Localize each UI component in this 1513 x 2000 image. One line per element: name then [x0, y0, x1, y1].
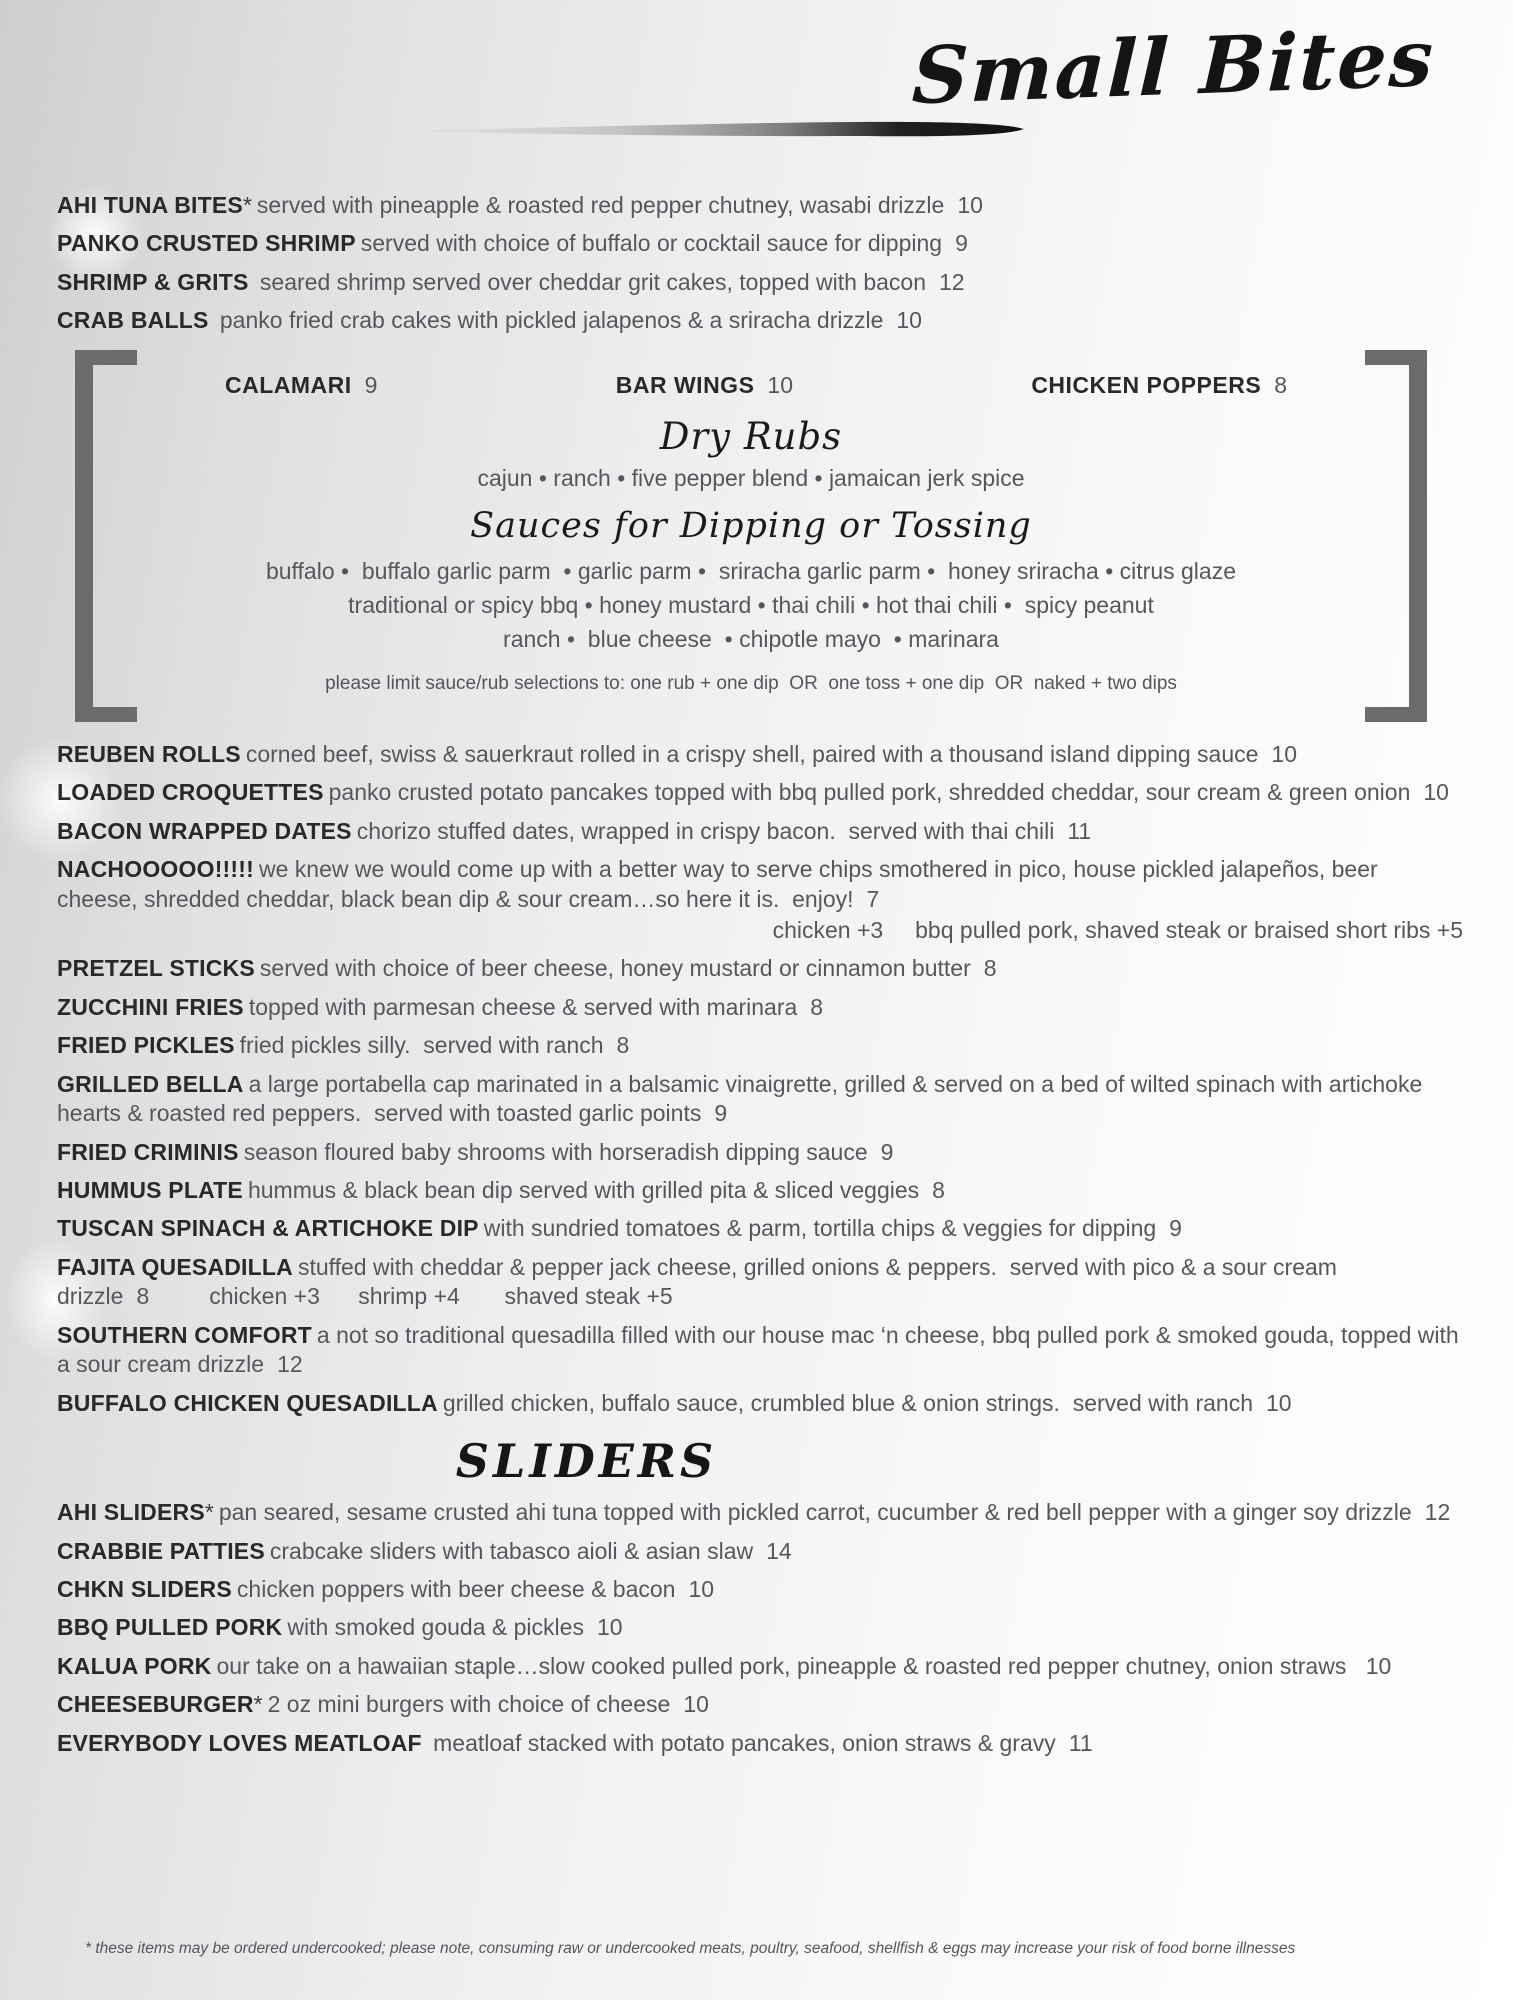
menu-item-bar-wings: BAR WINGS 10	[615, 371, 794, 398]
menu-item-crabbie-patties: CRABBIE PATTIES crabcake sliders with tabasco aioli & asian slaw 14	[57, 1537, 792, 1564]
menu-item-ahi-sliders: AHI SLIDERS* pan seared, sesame crusted ahi tuna topped with pickled carrot, cucumber & red bell pepper with a ginger soy drizzle 12	[57, 1499, 1451, 1526]
sliders-section	[0, 1498, 1513, 1758]
price: 12	[939, 268, 965, 295]
menu-header	[0, 0, 1513, 182]
price: 10	[1365, 1652, 1392, 1679]
price: 10	[596, 1614, 623, 1641]
price: 8	[1274, 371, 1287, 398]
price: 9	[880, 1138, 894, 1165]
menu-item-fried-criminis: FRIED CRIMINIS season floured baby shrooms with horseradish dipping sauce 9	[57, 1138, 894, 1165]
price: 10	[1423, 779, 1449, 806]
menu-item-kalua-pork: KALUA PORK our take on a hawaiian staple…slow cooked pulled pork, pineapple & roasted red pepper chutney, onion straws 10	[57, 1652, 1392, 1679]
menu-item-chicken-poppers: CHICKEN POPPERS 8	[1031, 371, 1287, 398]
menu-item-buffalo-chicken-quesadilla: BUFFALO CHICKEN QUESADILLA grilled chicken, buffalo sauce, crumbled blue & onion strings. served with ranch 10	[57, 1389, 1292, 1416]
menu-item-southern-comfort: SOUTHERN COMFORT a not so traditional quesadilla filled with our house mac ‘n cheese, bbq pulled pork & smoked gouda, topped with a sour cream drizzle 12	[57, 1321, 1466, 1378]
menu-item-calamari: CALAMARI 9	[225, 371, 378, 398]
wings-columns	[165, 364, 1337, 399]
menu-item-everybody-loves-meatloaf: EVERYBODY LOVES MEATLOAF meatloaf stacked with potato pancakes, onion straws & gravy 11	[57, 1729, 1093, 1756]
right-bracket-decoration	[1365, 350, 1427, 722]
sauces-line-3: ranch • blue cheese • chipotle mayo • marinara	[503, 625, 999, 652]
menu-item-fried-pickles: FRIED PICKLES fried pickles silly. served with ranch 8	[57, 1032, 630, 1059]
menu-item-tuscan-spinach-artichoke-dip: TUSCAN SPINACH & ARTICHOKE DIP with sundried tomatoes & parm, tortilla chips & veggies for dipping 9	[57, 1215, 1182, 1242]
menu-item-cheeseburger: CHEESEBURGER* 2 oz mini burgers with choice of cheese 10	[57, 1691, 709, 1718]
price: 10	[688, 1575, 715, 1602]
price: 7	[866, 885, 880, 912]
wings-bracket-section	[75, 350, 1427, 722]
nachos-addons: chicken +3 bbq pulled pork, shaved steak or braised short ribs +5	[772, 916, 1463, 943]
main-items-section	[0, 740, 1513, 1418]
price: 11	[1067, 817, 1092, 844]
price: 10	[683, 1691, 709, 1718]
menu-item-crab-balls: CRAB BALLS panko fried crab cakes with pickled jalapenos & a sriracha drizzle 10	[57, 307, 922, 334]
price: 9	[955, 230, 968, 257]
menu-item-grilled-bella: GRILLED BELLA a large portabella cap marinated in a balsamic vinaigrette, grilled & served on a bed of wilted spinach with artichoke hearts & roasted red peppers. served with toasted garlic points 9	[57, 1070, 1429, 1127]
sliders-heading: SLIDERS	[455, 1434, 718, 1489]
menu-item-reuben-rolls: REUBEN ROLLS corned beef, swiss & sauerkraut rolled in a crispy shell, paired with a thousand island dipping sauce 10	[57, 740, 1298, 767]
menu-item-fajita-quesadilla: FAJITA QUESADILLA stuffed with cheddar & pepper jack cheese, grilled onions & peppers. served with pico & a sour cream drizzle 8 chicken +3 shrimp +4 shaved steak +5	[57, 1253, 1344, 1310]
sauce-limit-note: please limit sauce/rub selections to: one rub + one dip OR one toss + one dip OR naked + two dips	[325, 672, 1177, 694]
dry-rubs-options: cajun • ranch • five pepper blend • jamaican jerk spice	[477, 464, 1025, 491]
price: 12	[1424, 1499, 1451, 1526]
sauces-line-2: traditional or spicy bbq • honey mustard • thai chili • hot thai chili • spicy peanut	[348, 591, 1154, 618]
menu-item-panko-crusted-shrimp: PANKO CRUSTED SHRIMP served with choice of buffalo or cocktail sauce for dipping 9	[57, 230, 968, 257]
price: 10	[896, 307, 922, 334]
price: 9	[714, 1100, 728, 1127]
sauces-heading: Sauces for Dipping or Tossing	[470, 505, 1032, 546]
menu-item-hummus-plate: HUMMUS PLATE hummus & black bean dip served with grilled pita & sliced veggies 8	[57, 1177, 945, 1203]
price: 10	[957, 192, 983, 218]
menu-item-bbq-pulled-pork: BBQ PULLED PORK with smoked gouda & pickles 10	[57, 1614, 623, 1641]
fajita-addons: chicken +3 shrimp +4 shaved steak +5	[209, 1283, 673, 1310]
menu-item-pretzel-sticks: PRETZEL STICKS served with choice of beer cheese, honey mustard or cinnamon butter 8	[57, 955, 997, 982]
price: 8	[983, 955, 997, 982]
top-items-section	[0, 191, 1513, 336]
price: 10	[767, 371, 794, 398]
menu-item-shrimp-and-grits: SHRIMP & GRITS seared shrimp served over cheddar grit cakes, topped with bacon 12	[57, 268, 965, 295]
sauces-line-1: buffalo • buffalo garlic parm • garlic parm • sriracha garlic parm • honey sriracha • citrus glaze	[265, 557, 1237, 584]
price: 8	[616, 1032, 630, 1059]
menu-item-nachooooo: NACHOOOOO!!!!! we knew we would come up with a better way to serve chips smothered in pico, house pickled jalapeños, beer cheese, shredded cheddar, black bean dip & sour cream…so here it is. enjoy! 7 chicken +3 bbq pulled pork, shaved steak or braised short ribs +5	[57, 855, 1463, 945]
price: 8	[810, 993, 824, 1020]
price: 8	[932, 1177, 945, 1203]
price: 9	[1169, 1215, 1182, 1242]
price: 11	[1068, 1729, 1093, 1756]
menu-item-ahi-tuna-bites: AHI TUNA BITES* served with pineapple & roasted red pepper chutney, wasabi drizzle 10	[57, 192, 983, 218]
menu-item-bacon-wrapped-dates: BACON WRAPPED DATES chorizo stuffed dates, wrapped in crispy bacon. served with thai chili 11	[57, 817, 1092, 844]
price: 14	[766, 1537, 792, 1564]
menu-item-loaded-croquettes: LOADED CROQUETTES panko crusted potato pancakes topped with bbq pulled pork, shredded cheddar, sour cream & green onion 10	[57, 779, 1449, 806]
menu-item-chkn-sliders: CHKN SLIDERS chicken poppers with beer cheese & bacon 10	[57, 1575, 715, 1602]
price: 10	[1271, 740, 1298, 767]
price: 9	[364, 371, 378, 398]
price: 12	[277, 1351, 303, 1378]
page-title: Small Bites	[910, 12, 1437, 123]
price: 8	[136, 1283, 150, 1310]
price: 10	[1265, 1389, 1292, 1416]
undercooked-disclaimer: * these items may be ordered undercooked; please note, consuming raw or undercooked meats, poultry, seafood, shellfish & eggs may increase your risk of food borne illnesses	[85, 1940, 1296, 1957]
dry-rubs-heading: Dry Rubs	[659, 414, 843, 458]
left-bracket-decoration	[75, 350, 137, 722]
menu-item-zucchini-fries: ZUCCHINI FRIES topped with parmesan cheese & served with marinara 8	[57, 993, 824, 1020]
